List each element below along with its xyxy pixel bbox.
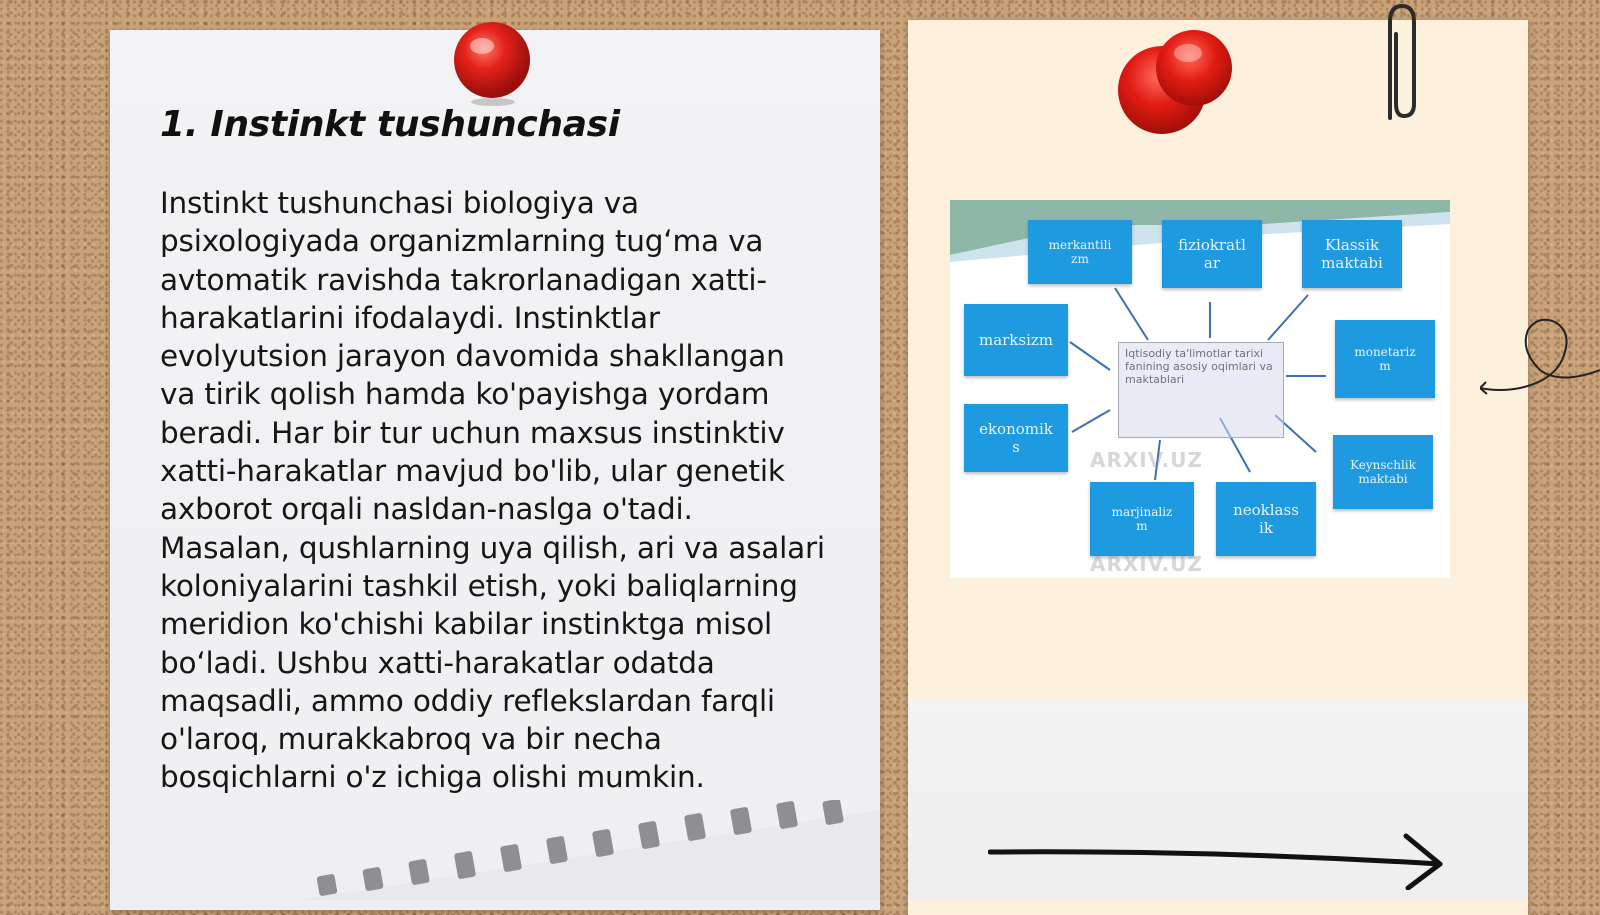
section-heading: 1. Instinkt tushunchasi bbox=[160, 104, 620, 145]
box-merkantilizm: merkantili zm bbox=[1028, 220, 1132, 284]
body-paragraph: Instinkt tushunchasi biologiya va psixologiyada organizmlarning tug‘ma va avtomatik ravishda takrorlanadigan xatti-harakatlarini ifodalaydi. Instinktlar evolyutsion jarayon davomida shakllangan va tirik qolish hamda ko'payishga yordam beradi. Har bir tur uchun maxsus instinktiv xatti-harakatlar mavjud bo'lib, ular genetik axborot orqali nasldan-naslga o'tadi. Masalan, qushlarning uya qilish, ari va asalari koloniyalarini tashkil etish, yoki baliqlarning meridion ko'chishi kabilar instinktga misol bo‘ladi. Ushbu xatti-harakatlar odatda maqsadli, ammo oddiy reflekslardan farqli o'laroq, murakkabroq va bir necha bosqichlarni o'z ichiga olishi mumkin. bbox=[160, 186, 825, 795]
box-fiziokratlar: fiziokratl ar bbox=[1162, 220, 1262, 288]
red-pushpin-icon bbox=[452, 20, 534, 106]
watermark: ARXIV.UZ bbox=[1090, 552, 1203, 576]
box-ekonomiks: ekonomik s bbox=[964, 404, 1068, 472]
economic-schools-diagram bbox=[950, 200, 1450, 578]
watermark: ARXIV.UZ bbox=[1090, 448, 1203, 472]
diagram-center-box: Iqtisodiy ta'limotlar tarixi fanining asosiy oqimlari va maktablari bbox=[1118, 342, 1284, 438]
box-klassik-maktabi: Klassik maktabi bbox=[1302, 220, 1402, 288]
box-monetarizm: monetariz m bbox=[1335, 320, 1435, 398]
box-keynschilik-maktabi: Keynschlik maktabi bbox=[1333, 435, 1433, 509]
arrow-icon bbox=[988, 830, 1450, 890]
hand-drawn-loop-arrow bbox=[1480, 310, 1600, 410]
box-neoklassik: neoklass ik bbox=[1216, 482, 1316, 556]
red-pushpin-icon bbox=[1118, 28, 1238, 138]
box-marjinalizm: marjinaliz m bbox=[1090, 482, 1194, 556]
torn-paper-edge bbox=[300, 800, 880, 900]
paperclip-icon bbox=[1372, 0, 1422, 125]
box-marksizm: marksizm bbox=[964, 304, 1068, 376]
